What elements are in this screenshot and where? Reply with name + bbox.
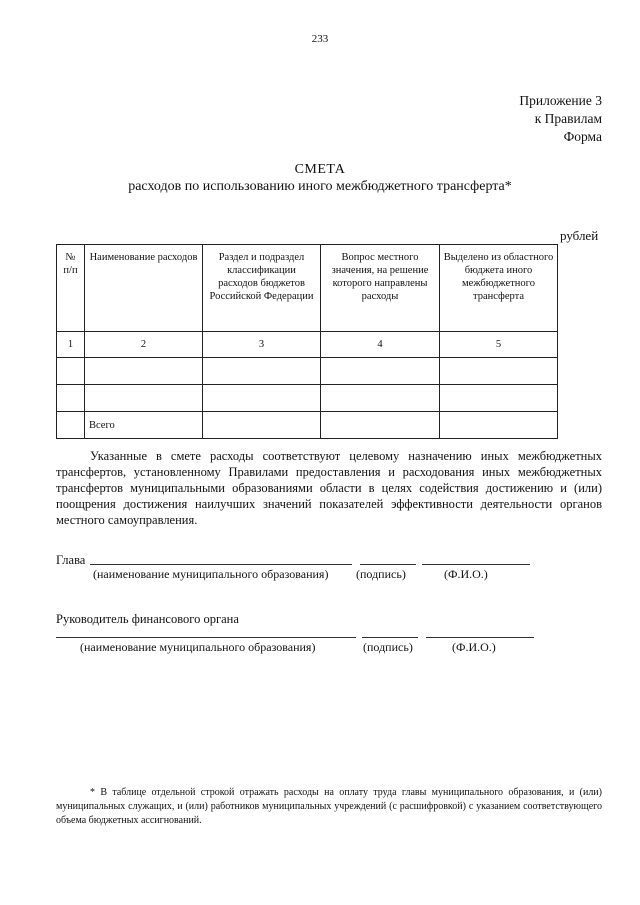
table-cell bbox=[321, 412, 440, 439]
table-cell bbox=[203, 358, 321, 385]
table-cell bbox=[440, 358, 558, 385]
page-number: 233 bbox=[311, 33, 329, 45]
table-row bbox=[57, 385, 558, 412]
table-total-row bbox=[57, 412, 558, 439]
table-cell bbox=[321, 358, 440, 385]
finance-sign-line bbox=[362, 637, 418, 638]
estimate-table bbox=[56, 244, 558, 439]
head-sign-caption: (подпись) bbox=[356, 567, 406, 581]
table-row bbox=[57, 358, 558, 385]
column-number-5: 5 bbox=[440, 332, 558, 358]
head-name-line bbox=[422, 564, 530, 565]
table-cell bbox=[440, 385, 558, 412]
finance-name-caption: (Ф.И.О.) bbox=[452, 640, 496, 654]
table-cell bbox=[85, 385, 203, 412]
footnote: * В таблице отдельной строкой отражать расходы на оплату труда главы муниципального образования, и (или) муниципальных служащих, и (или) работников муниципальных учреждений (с расшифровкой) с указанием соответствующего объема бюджетных ассигнований. bbox=[56, 787, 602, 826]
table-cell bbox=[57, 412, 85, 439]
header-cell-classification: Раздел и подраздел классификации расходов бюджетов Российской Федерации bbox=[203, 245, 321, 332]
column-number-2: 2 bbox=[85, 332, 203, 358]
table-cell bbox=[57, 358, 85, 385]
document-title bbox=[0, 161, 640, 195]
table-cell bbox=[203, 385, 321, 412]
total-label: Всего bbox=[85, 412, 203, 439]
appendix-line-2: к Правилам bbox=[534, 111, 602, 126]
title-main: СМЕТА bbox=[294, 162, 346, 177]
header-cell-expense-name: Наименование расходов bbox=[85, 245, 203, 332]
table-cell bbox=[440, 412, 558, 439]
currency-unit: рублей bbox=[560, 228, 599, 243]
head-org-line bbox=[90, 564, 352, 565]
appendix-line-3: Форма bbox=[563, 129, 602, 144]
finance-head-label: Руководитель финансового органа bbox=[56, 612, 239, 626]
head-label: Глава bbox=[56, 553, 86, 567]
column-number-row bbox=[57, 332, 558, 358]
column-number-1: 1 bbox=[57, 332, 85, 358]
compliance-paragraph: Указанные в смете расходы соответствуют целевому назначению иных межбюджетных трансфертов, установленному Правилами предоставления и расходования иных межбюджетных трансфертов муниципальными образованиями области в целях содействия достижению и (или) поощрения достижения наилучших значений показателей эффективности деятельности органов местного самоуправления. bbox=[56, 449, 602, 527]
column-number-3: 3 bbox=[203, 332, 321, 358]
table-header-row bbox=[57, 245, 558, 332]
table-cell bbox=[85, 358, 203, 385]
header-cell-local-issue: Вопрос местного значения, на решение которого направлены расходы bbox=[321, 245, 440, 332]
table-cell bbox=[203, 412, 321, 439]
appendix-line-1: Приложение 3 bbox=[519, 93, 602, 108]
table-cell bbox=[57, 385, 85, 412]
finance-org-caption: (наименование муниципального образования) bbox=[80, 640, 316, 654]
head-org-caption: (наименование муниципального образования) bbox=[93, 567, 329, 581]
finance-org-line bbox=[56, 637, 356, 638]
table-cell bbox=[321, 385, 440, 412]
header-cell-allocated: Выделено из областного бюджета иного межбюджетного трансферта bbox=[440, 245, 558, 332]
finance-name-line bbox=[426, 637, 534, 638]
head-sign-line bbox=[360, 564, 416, 565]
finance-sign-caption: (подпись) bbox=[363, 640, 413, 654]
header-cell-number: № п/п bbox=[57, 245, 85, 332]
appendix-block bbox=[519, 92, 602, 146]
column-number-4: 4 bbox=[321, 332, 440, 358]
head-name-caption: (Ф.И.О.) bbox=[444, 567, 488, 581]
title-subtitle: расходов по использованию иного межбюджетного трансферта* bbox=[128, 179, 512, 194]
